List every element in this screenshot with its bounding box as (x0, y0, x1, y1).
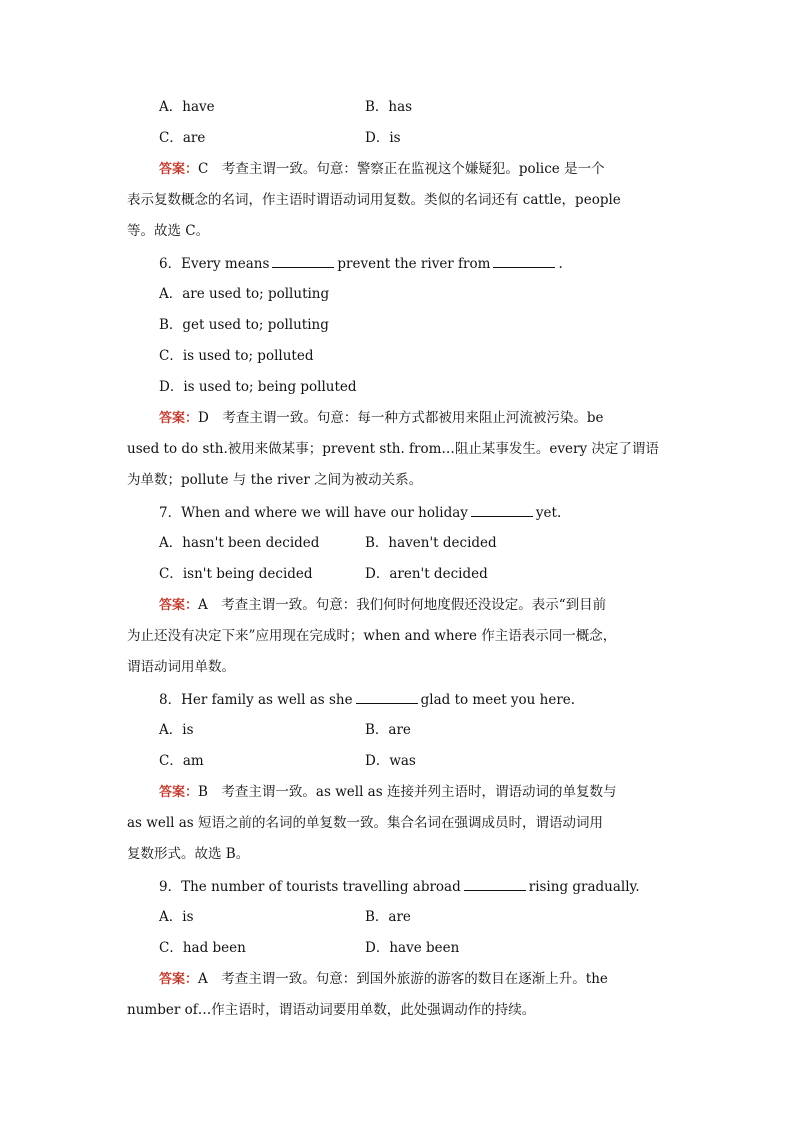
q8-answer-line2: as well as 短语之前的名词的单复数一致。集合名词在强调成员时，谓语动词用 (127, 815, 604, 831)
answer-label: 答案： (159, 598, 199, 613)
q7-option-c: C．isn't being decided (159, 566, 313, 582)
q8-stem-part1: 8．Her family as well as she (159, 692, 353, 708)
q9-option-b: B．are (365, 909, 411, 925)
q5-option-a: A．have (159, 99, 215, 115)
q6-option-d: D．is used to; being polluted (159, 379, 357, 395)
q6-option-a: A．are used to; polluting (159, 286, 330, 302)
q8-blank (356, 689, 418, 704)
q5-option-c: C．are (159, 130, 206, 146)
q6-answer-line2: used to do sth.被用来做某事；prevent sth. from…阻止某事发生。every 决定了谓语 (127, 441, 659, 457)
q9-stem (159, 876, 679, 897)
q7-option-a: A．hasn't been decided (159, 535, 320, 551)
q7-answer-line2: 为止还没有决定下来”应用现在完成时；when and where 作主语表示同一概念， (127, 628, 617, 644)
q8-option-d: D．was (365, 753, 416, 769)
q6-answer-line1 (159, 408, 679, 429)
q8-option-c: C．am (159, 753, 204, 769)
q7-answer-line1 (159, 595, 679, 616)
q6-stem-part2: prevent the river from (337, 256, 491, 272)
q7-blank (471, 502, 533, 517)
answer-label: 答案： (159, 972, 199, 987)
q8-answer-line3: 复数形式。故选 B。 (127, 846, 250, 862)
q6-stem-part1: 6．Every means (159, 256, 270, 272)
answer-label: 答案： (159, 411, 199, 426)
q6-answer-text-1: D 考查主谓一致。句意：每一种方式都被用来阻止河流被污染。be (198, 410, 604, 426)
q6-blank-1 (272, 253, 334, 268)
q6-option-b: B．get used to; polluting (159, 317, 329, 333)
q7-stem-part1: 7．When and where we will have our holiday (159, 505, 468, 521)
q6-option-c: C．is used to; polluted (159, 348, 314, 364)
q5-answer-line1 (159, 159, 679, 180)
q8-option-a: A．is (159, 722, 194, 738)
answer-label: 答案： (159, 162, 199, 177)
answer-label: 答案： (159, 785, 199, 800)
q5-answer-text-1: C 考查主谓一致。句意：警察正在监视这个嫌疑犯。police 是一个 (198, 161, 605, 177)
q9-option-d: D．have been (365, 940, 460, 956)
q7-stem-part2: yet. (535, 505, 562, 521)
q5-option-b: B．has (365, 99, 413, 115)
q9-stem-part2: rising gradually. (528, 879, 640, 895)
q7-answer-text-1: A 考查主谓一致。句意：我们何时何地度假还没设定。表示“到目前 (198, 597, 607, 613)
q7-answer-line3: 谓语动词用单数。 (127, 659, 235, 675)
q9-answer-line1 (159, 969, 679, 990)
q6-stem (159, 253, 679, 274)
q8-stem (159, 689, 679, 710)
q8-stem-part2: glad to meet you here. (420, 692, 576, 708)
q5-option-d: D．is (365, 130, 401, 146)
q5-answer-line2: 表示复数概念的名词，作主语时谓语动词用复数。类似的名词还有 cattle，people (127, 192, 621, 208)
q6-blank-2 (493, 253, 555, 268)
q9-blank (464, 876, 526, 891)
q6-stem-part3: . (558, 256, 563, 272)
q9-answer-line2: number of…作主语时，谓语动词要用单数，此处强调动作的持续。 (127, 1002, 536, 1018)
q6-answer-line3: 为单数；pollute 与 the river 之间为被动关系。 (127, 472, 423, 488)
q7-stem (159, 502, 679, 523)
q8-answer-text-1: B 考查主谓一致。as well as 连接并列主语时，谓语动词的单复数与 (198, 784, 617, 800)
q9-option-a: A．is (159, 909, 194, 925)
q8-option-b: B．are (365, 722, 411, 738)
q8-answer-line1 (159, 782, 679, 803)
q7-option-b: B．haven't decided (365, 535, 497, 551)
q5-answer-line3: 等。故选 C。 (127, 223, 210, 239)
q9-answer-text-1: A 考查主谓一致。句意：到国外旅游的游客的数目在逐渐上升。the (198, 971, 608, 987)
q9-option-c: C．had been (159, 940, 246, 956)
q7-option-d: D．aren't decided (365, 566, 488, 582)
q9-stem-part1: 9．The number of tourists travelling abroad (159, 879, 461, 895)
